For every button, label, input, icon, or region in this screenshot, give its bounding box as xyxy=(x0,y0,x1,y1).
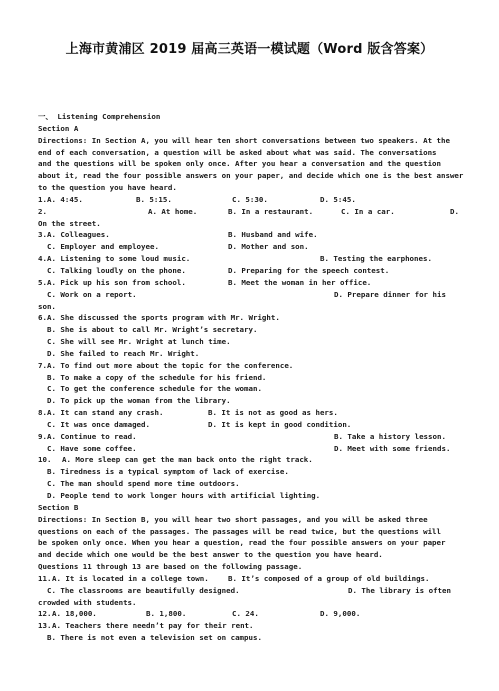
directions-line: be spoken only once. When you hear a question, read the four possible answers on your paper xyxy=(38,538,446,548)
question-9: 9. A. Continue to read. B. Take a history lesson. xyxy=(38,431,446,441)
question-8-cd: C. It was once damaged. D. It is kept in good condition. xyxy=(47,419,352,429)
question-5-cd: C. Work on a report. D. Prepare dinner for his xyxy=(47,289,446,299)
question-13: 13. A. Teachers there needn’t pay for their rent. xyxy=(38,621,254,631)
question-1: 1. A. 4:45. B. 5:15. C. 5:30. D. 5:45. xyxy=(38,194,356,204)
question-11-continued: crowded with students. xyxy=(38,597,137,607)
document-body: 一、 Listening Comprehension Section A Directions: In Section A, you will hear ten short conversations between two speakers. At the end of each conversation, a question will be asked about what was said. The conversations and the questions will be spoken only once. After you hear a conversation and the question about it, read the four possible answers on your paper, and decide which one is the best answer to the question you have heard. 1. A. 4:45. B. 5:15. C. 5:30. D. 5:45. 2. A. At home. B. In a restaurant. C. In a car. D. On the street. 3. A. Colleagues. B. Husband and wife. C. Employer and employee. D. Mother and son. 4. A. Listening to some loud music. B. Testing the earphones. C. Talking loudly on the phone. D. Preparing for the speech contest. 5. A. Pick up his son from school. B. Meet the woman in her office. C. Work on a report. D. Prepare dinner for his son. 6. A. She discussed the sports program with Mr. Wright. B. She is about to call Mr. Wright’s secretary. C. She will see Mr. Wright at lunch time. D. She failed to reach Mr. Wright. 7. A. To find out more about the topic for the conference. B. To make a copy of the schedule for his friend. C. To get the conference schedule for the woman. D. To pick up the woman from the library. 8. A. It can stand any crash. B. It is not as good as hers. C. It was once damaged. D. It is kept in good condition. 9. A. Continue to read. B. Take a history lesson. C. Have some coffee. D. Meet with some friends. 10. A. More sleep can get the man back onto the right track. B. Tiredness is a typical symptom of lack of exercise. C. The man should spend more time outdoors. D. People tend to work longer hours with artificial lighting. Section B Directions: In Section B, you will hear two short passages, and you will be asked three questions on each of the passages. The passages will be read twice, but the questions will be spoken only once. When you hear a question, read the four possible answers on your paper and decide which one would be the best answer to the question you have heard. Questions 11 through 13 are based on the following passage. 11. A. It is located in a college town. B. It’s composed of a group of old buildings. C. The classrooms are beautifully designed. D. The library is often crowded with students. 12. A. 18,000. B. 1,800. C. 24. D. 9,000. 13. A. Teachers there needn’t pay for their rent. B. There is not even a television set on campus. xyxy=(38,112,464,643)
section-heading-line xyxy=(38,111,462,123)
directions-line: Directions: In Section B, you will hear two short passages, and you will be asked three xyxy=(38,514,428,524)
directions-line: and decide which one would be the best answer to the question you have heard. xyxy=(38,550,383,560)
directions-line: to the question you have heard. xyxy=(38,183,177,193)
section-a-heading-line xyxy=(38,123,462,135)
directions-line: about it, read the four possible answers on your paper, and decide which one is the best answer xyxy=(38,171,464,181)
question-2: 2. A. At home. B. In a restaurant. C. In a car. D. xyxy=(38,206,459,216)
question-5: 5. A. Pick up his son from school. B. Meet the woman in her office. xyxy=(38,277,372,287)
directions-line: and the questions will be spoken only once. After you hear a conversation and the question xyxy=(38,159,441,169)
directions-line: questions on each of the passages. The passages will be read twice, but the questions will xyxy=(38,526,441,536)
directions-line: Directions: In Section A, you will hear ten short conversations between two speakers. At the xyxy=(38,135,450,145)
question-2-continued: On the street. xyxy=(38,218,101,228)
question-11-cd: C. The classrooms are beautifully designed. D. The library is often xyxy=(47,585,451,595)
passage-intro-line: Questions 11 through 13 are based on the following passage. xyxy=(38,562,303,572)
question-3-cd: C. Employer and employee. D. Mother and son. xyxy=(47,242,309,252)
question-6: 6. A. She discussed the sports program with Mr. Wright. xyxy=(38,313,280,323)
section-b-heading: Section B xyxy=(38,502,79,512)
question-12: 12. A. 18,000. B. 1,800. C. 24. D. 9,000. xyxy=(38,609,361,619)
question-4: 4. A. Listening to some loud music. B. Testing the earphones. xyxy=(38,254,432,264)
question-8: 8. A. It can stand any crash. B. It is not as good as hers. xyxy=(38,408,338,418)
section-heading: 一、 Listening Comprehension xyxy=(38,112,161,121)
question-3: 3. A. Colleagues. B. Husband and wife. xyxy=(38,230,318,240)
section-a-heading: Section A xyxy=(38,123,79,133)
document-title: 上海市黄浦区 2019 届高三英语一模试题（Word 版含答案） xyxy=(65,42,434,57)
question-5-continued: son. xyxy=(38,301,56,311)
question-4-cd: C. Talking loudly on the phone. D. Preparing for the speech contest. xyxy=(47,265,390,275)
question-10: 10. A. More sleep can get the man back onto the right track. xyxy=(38,455,313,465)
question-7: 7. A. To find out more about the topic for the conference. xyxy=(38,360,294,370)
question-11: 11. A. It is located in a college town. B. It’s composed of a group of old buildings. xyxy=(38,573,430,583)
question-9-cd: C. Have some coffee. D. Meet with some friends. xyxy=(47,443,451,453)
directions-line: end of each conversation, a question will be asked about what was said. The conversations xyxy=(38,147,437,157)
section-b-heading-line xyxy=(38,502,462,514)
